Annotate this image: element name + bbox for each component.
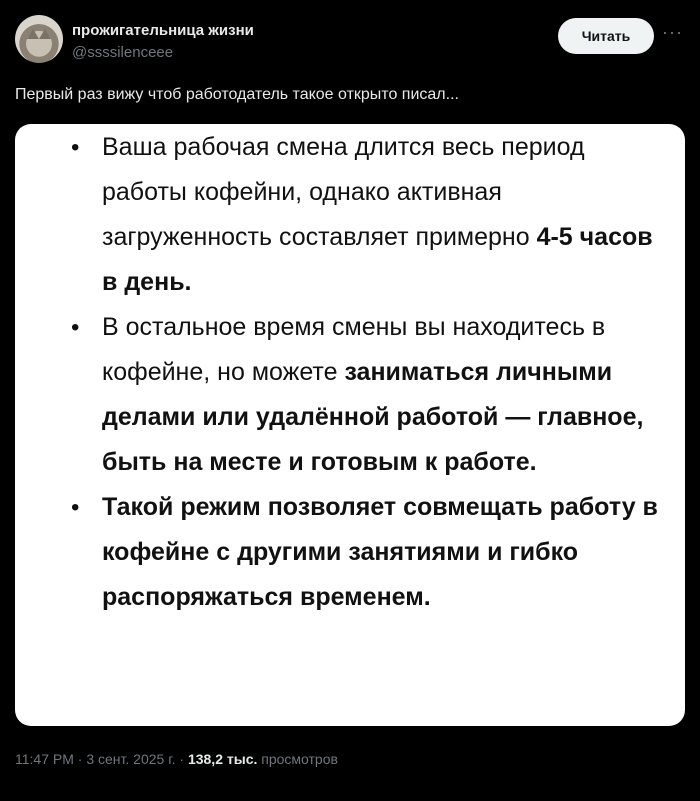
bullet-icon: • <box>71 134 80 161</box>
views-label: просмотров <box>257 751 338 767</box>
cat-ear-right <box>39 29 51 39</box>
image-bullet-item-2 <box>15 305 685 485</box>
follow-button[interactable]: Читать <box>558 18 654 54</box>
tweet-media-image[interactable] <box>15 124 685 726</box>
image-bullet-list <box>15 125 685 620</box>
author-handle[interactable]: @ssssilenceee <box>72 44 174 61</box>
more-options-icon[interactable]: ··· <box>662 22 683 42</box>
image-bullet-item-3 <box>15 485 685 620</box>
tweet-time[interactable]: 11:47 PM <box>15 751 74 767</box>
item1-text: Ваша рабочая смена длится весь период работы кофейни, однако активная загруженность составляет примерно <box>102 133 585 251</box>
meta-separator: · <box>73 751 87 767</box>
bullet-icon: • <box>71 494 80 521</box>
avatar[interactable] <box>15 15 63 63</box>
item2-text: В остальное время смены вы находитесь в кофейне, но можете <box>102 313 606 386</box>
views-count: 138,2 тыс. <box>187 751 258 767</box>
image-bullet-item-1 <box>15 125 685 305</box>
meta-separator: · <box>175 751 188 767</box>
tweet-date[interactable]: 3 сент. 2025 г. <box>86 751 176 767</box>
item3-bold-text: Такой режим позволяет совмещать работу в кофейне с другими занятиями и гибко распоряжаться временем. <box>102 493 658 611</box>
item1-bold-text: 4-5 часов в день. <box>102 223 653 296</box>
cat-ear-left <box>27 29 39 39</box>
bullet-icon: • <box>71 314 80 341</box>
tweet-meta <box>15 751 338 767</box>
tweet-text: Первый раз вижу чтоб работодатель такое открыто писал... <box>15 86 459 103</box>
author-name[interactable]: прожигательница жизни <box>72 22 254 39</box>
item2-bold-text: заниматься личными делами или удалённой работой — главное, быть на месте и готовым к работе. <box>102 358 644 476</box>
